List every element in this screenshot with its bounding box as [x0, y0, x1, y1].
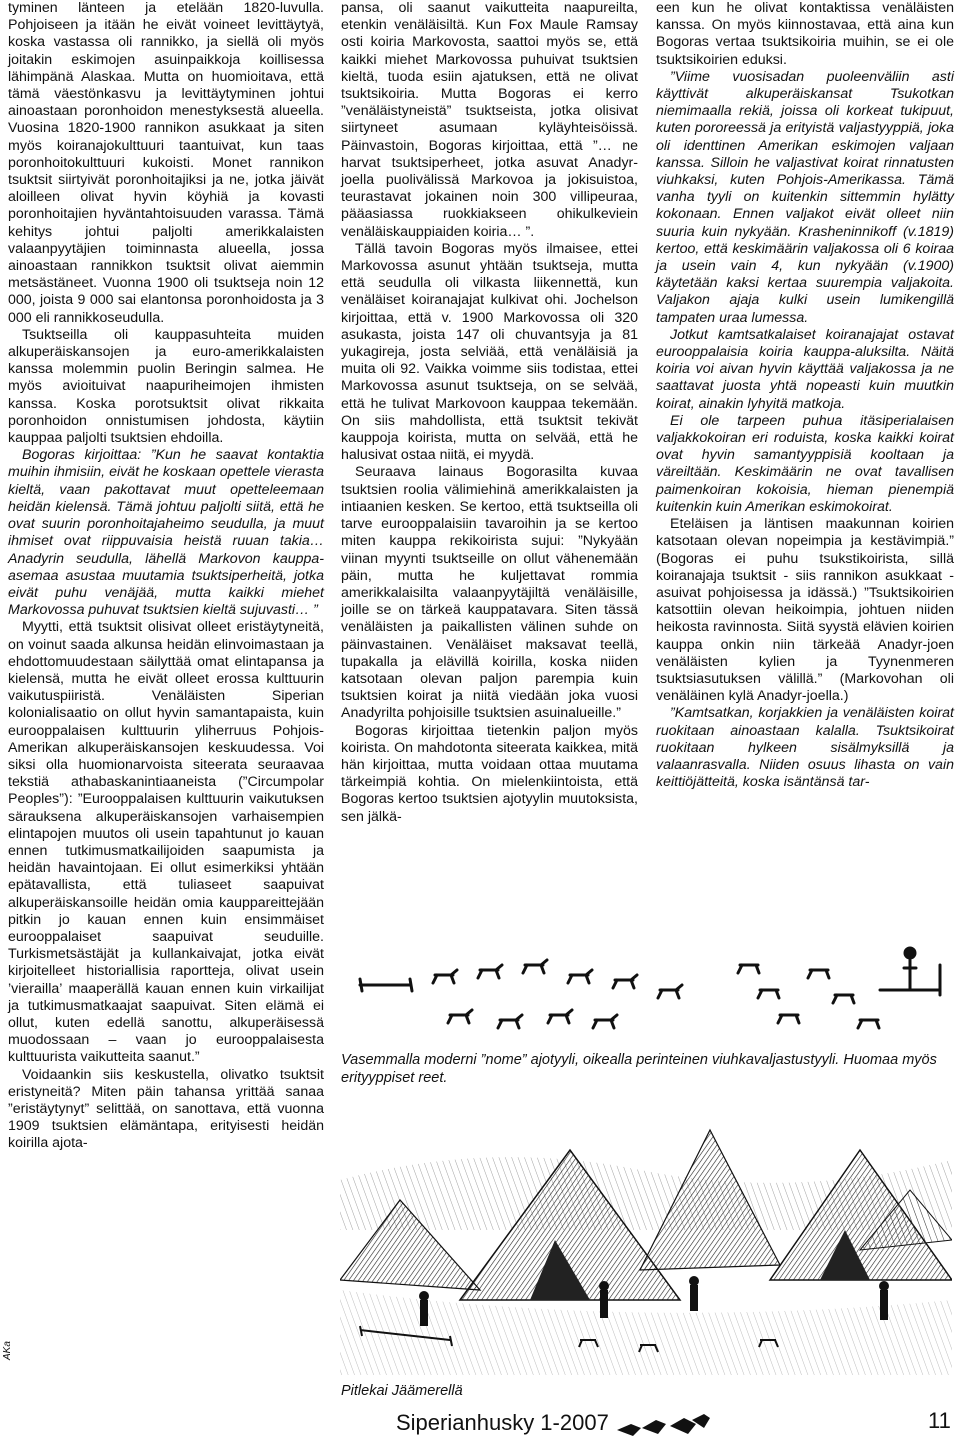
husky-logo-icon	[612, 1400, 712, 1442]
paragraph: Eteläisen ja läntisen maakunnan koirien katsotaan olevan nopeimpia ja kestävimpiä.” (Bogoras ei puhu tsukstikoirista, sillä koiranajaja tsuktsit - siis rannikon asukkaat - asuivat pohjoisessa ja idässä.) ”Tsuktsikoirien katsottiin olevan heikoimpia, johtuen niiden heikosta ravinnosta. Siitä syystä elävien koirien kauppa onkin niin tärkeää Anadyr-joen venäläisten kylien ja Tyynenmeren tsuktsiasutuksen välillä.” (Markovohan oli venäläinen kylä Anadyr-joella.)	[656, 516, 954, 705]
magazine-title: Siperianhusky 1-2007	[396, 1410, 609, 1435]
text-column-1	[8, 0, 324, 1153]
sled-shape	[360, 979, 412, 991]
quote-paragraph: ”Viime vuosisadan puoleenväliin asti käyttivät alkuperäiskansat Tsukotkan niemimaalla rekiä, joissa oli korkeat tukipuut, kuten pororeessä ja erityistä valjastyyppiä, joka oli identtinen Amerikan eskimojen valjaan kanssa. Silloin he valjastivat koirat rinnatusten viuhkaksi, kuten Pohjois-Amerikassa. Tämä vanha tyyli on kuitenkin sittemmin hylätty kokonaan. Ennen valjakot eivät olleet niin suuria kuin nykyään. Krasheninnikoff (v.1819) kertoo, että keskimäärin valjakossa oli 6 koiraa ja usein vain 4, kun nykyään (v.1900) käytetään kaksi kertaa suurempia valjakoita. Valjakon ajaja kulki usein lumikengillä tampaten uraa lumessa.	[656, 68, 954, 326]
camp-engraving-image	[340, 1090, 952, 1375]
paragraph: Tällä tavoin Bogoras myös ilmaisee, ettei Markovossa asunut yhtään tsuktseja, mutta että seudulla oli vilkasta liikennettä, kun venäläiset koiranajajat kulkivat ohi. Jochelson kirjoittaa, että v. 1900 Markovossa oli 320 asukasta, joista 147 oli chuvantsyja ja 81 yukagireja, josta selviää, että venäläisiä ja muita oli 92. Vaikka voimme siis todistaa, ettei Markovossa asunut tsuktseja, on se selvää, että he tulivat Markovoon kauppaa tekemään. On siis mahdollista, että tsuktsit tekivät kauppoja koirista, mutta on selvää, että he halusivat ostaa niitä, ei myydä.	[341, 240, 638, 464]
paragraph: Tsuktseilla oli kauppasuhteita muiden alkuperäiskansojen ja euro-amerikkalaisten kanssa molemmin puolin Beringin salmea. He myös avioituivat naapuriheimojen ihmisten kanssa. Koska porotsuktsit olivat rikkaita poronhoidon onnistumisen johdosta, käytiin kauppaa paljolti tsuktsien ehdoilla.	[8, 326, 324, 447]
paragraph: een kun he olivat kontaktissa venäläisten kanssa. On myös kiinnostavaa, että aina kun Bogoras vertaa tsuktsikoiria muihin, se ei ole tsuktsikoirien eduksi.	[656, 0, 954, 68]
sled-drawing-figure	[340, 935, 952, 1045]
sled-driver-shape	[880, 960, 940, 995]
quote-paragraph: ”Kamtsatkan, korjakkien ja venäläisten koirat ruokitaan ainoastaan kalalla. Tsuktsikoirat ruokitaan hylkeen sisälmyksillä ja valaanrasvalla. Niiden osuus lihasta on vain keittiöjätteitä, koska isäntänsä tar-	[656, 705, 954, 791]
paragraph: tyminen länteen ja etelään 1820-luvulla. Pohjoiseen ja itään he eivät voineet levittäytyä, koska vastassa oli rannikko, ja siellä oli myös joitakin eskimojen asuinpaikkoja koillisessa lähimpänä Alaskaa. Mutta on huomioitava, että tämä väestönkasvu ja levittäytyminen johtui ainoastaan poronhoidon menestyksestä alueella. Vuosina 1820-1900 rannikon asukkaat ja siten myös koiranajokulttuuri taantuivat, kun taas poronhoitokulttuuri kukoisti. Monet rannikon tsuktsit siirtyivät poronhoitajiksi ja ne, jotka jäivät aloilleen olivat hyvin köyhiä ja kovasti poronhoitajien hyväntahtoisuuden varassa. Tämä kehitys johtui paljolti amerikkalaisten valaanpyytäjien toiminnasta alueella, jossa ainoastaan rannikkon tsuktsit olivat aiemmin metsästäneet. Vuonna 1900 oli tsuktseja noin 12 000, joista 9 000 sai elantonsa poronhoidosta ja 3 000 eli rannikkoseudulla.	[8, 0, 324, 326]
camp-engraving-figure	[340, 1090, 952, 1375]
page-number: 11	[928, 1408, 951, 1433]
dog-team-left	[433, 960, 682, 1028]
paragraph: pansa, oli saanut vaikutteita naapureilta, etenkin venäläisiltä. Kun Fox Maule Ramsay osti koiria Markovosta, saattoi myös se, että kaikki miehet Markovossa puhuivat tsuktsien kieltä, tuoda esiin ajatuksen, että ne olivat tsuktsikoiria. Mutta Bogoras ei kerro ”venäläistyneistä” tsuktseista, jotka olisivat siirtyneet asumaan kyläyhteisöissä. Päinvastoin, Bogoras kirjoittaa, että ”… ne harvat tsuktsiperheet, jotka asuvat Anadyr-joella puolivälissä Markovoa ja jokisuistoa, teurastavat jokainen noin 300 villipeuraa, pääasiassa ruokkiakseen ohikulkeviein venäläiskauppiaiden koiria… ”.	[341, 0, 638, 240]
dog-team-right	[738, 965, 879, 1028]
quote-paragraph: Ei ole tarpeen puhua itäsiperialaisen valjakkokoiran eri roduista, koska kaikki koirat ovat hyvin samantyyppisiä kooltaan ja väreiltään. Keskimäärin ne ovat tavallisen paimenkoiran kokoisia, hieman pienempiä kuitenkin kuin Amerikan eskimokoirat.	[656, 412, 954, 515]
paragraph: Seuraava lainaus Bogorasilta kuvaa tsuktsien roolia välimiehinä amerikkalaisten ja intiaanien kesken. Se kertoo, että tsuktseilla oli tarve eurooppalaisiin tavaroihin ja se kertoo miten kauppa rekikoirista sujui: ”Nykyään viinan myynti tsuktseille on ollut vähenemään päin, mutta he kuljettavat rommia amerikkalaisilta valaanpyytäjiltä venäläisille, joille se on tärkeä kauppatavara. Siten tässä venäläisten ja paikallisten välinen suhde on päinvastainen. Venäläiset maksavat teellä, tupakalla ja elävillä koirilla, koska niiden katsotaan olevan paljon parempia kuin tsuktsien koirat ja niitä viedään joka vuosi Anadyrilta pohjoisille tsuktsien asuinalueille.”	[341, 464, 638, 722]
paragraph: Bogoras kirjoittaa tietenkin paljon myös koirista. On mahdotonta siteerata kaikkea, mitä hän kirjoittaa, mutta voidaan ottaa muutama tärkeimpiä kohtia. On mielenkiintoista, että Bogoras kertoo tsuktsien ajotyylin muutoksista, sen jälkä-	[341, 722, 638, 825]
paragraph: Myytti, että tsuktsit olisivat olleet eristäytyneitä, on voinut saada alkunsa heidän elinvoimastaan ja ehdottomuudestaan säilyttää omat elintapansa ja kielensä, mutta he eivät olleet erossa kulttuurin vaikutuspiiristä. Venäläisten Siperian kolonialisaatio on ollut hyvin samantapaista, kuin eurooppalaisen kulttuurin yliherruus Pohjois-Amerikan alkuperäiskansojen keskuudessa. Voi siksi olla huomionarvoista siteerata seuraavaa tekstiä athabaskanintiaaneista (”Circumpolar Peoples”): ”Eurooppalaisen kulttuurin vaikutuksen särauksena alkuperäiskansojen varhaisempien elintapojen muutos oli usein tapahtunut jo kauan ennen tutkimusmatkailijoiden saapumista ja heidän havaintojaan. Ei ollut esimerkiksi yhtään epätavallista, että tuliaseet saapuivat alkuperäiskansoille heidän omia kauppareittejään pitkin jo kauan ennen kuin ensimmäiset eurooppalaiset saapuivat seuduille. Turkismetsästäjät ja kullankaivajat, jotka eivät kirjoitelleet historiallisia raportteja, olivat usein ’vierailla’ maaperällä kauan ennen kuin virkailijat ja tutkimusmatkaajat saapuivat. Siten elämä ei ollut, kuten edellä sanottu, alkuperäisessä muodossaan – vaan jo eurooppalaisesta kulttuurista vaikutteita saanut.”	[8, 619, 324, 1066]
photo-credit: AKa	[2, 1341, 13, 1360]
quote-paragraph: Jotkut kamtsatkalaiset koiranajajat ostavat eurooppalaisia koiria kauppa-aluksilta. Näitä koiria voi aivan hyvin käyttää valjakossa ja ne saattavat juosta yhtä nopeasti kuin muutkin koirat, ainakin lyhyitä matkoja.	[656, 326, 954, 412]
text-column-2	[341, 0, 638, 826]
sled-caption: Vasemmalla moderni ”nome” ajotyyli, oikealla perinteinen viuhkavaljastustyyli. Huomaa myös erityyppiset reet.	[341, 1052, 937, 1086]
paragraph: Voidaankin siis keskustella, olivatko tsuktsit eristyneitä? Miten päin tahansa yrittää sanaa ”eristäytynyt” selittää, on sanottava, että vuonna 1909 tsuktsien elämäntapa, erityisesti heidän koirilla ajota-	[8, 1066, 324, 1152]
quote-paragraph: Bogoras kirjoittaa: ”Kun he saavat kontaktia muihin ihmisiin, eivät he koskaan opettele vierasta kieltä, vaan pakottavat muut opetteleemaan heidän kielensä. Tämä johtuu paljolti siitä, että he ovat suurin poronhoitajaheimo seudulla, ja muut ihmiset ovat riippuvaisia heistä ruuan takia… Anadyrin seudulla, lähellä Markovon kauppa-asemaa asustaa muutamia tsuktsiperheitä, jotka eivät puhu venäjää, mutta kaikki miehet Markovossa puhuvat tsuktsien kieltä sujuvasti… ”	[8, 447, 324, 619]
text-column-3	[656, 0, 954, 791]
sled-drawing-image	[340, 935, 952, 1045]
camp-caption: Pitlekai Jäämerellä	[341, 1383, 463, 1399]
